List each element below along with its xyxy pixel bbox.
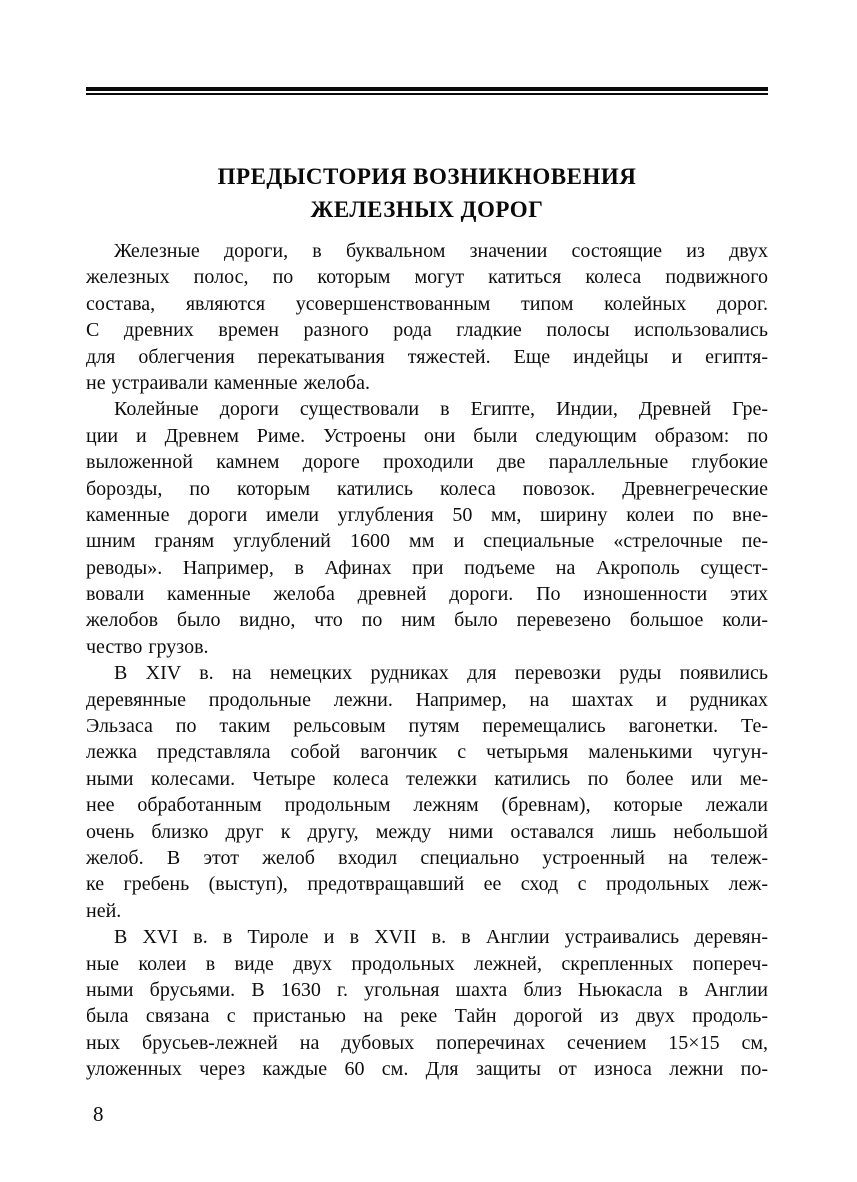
text-line: ней. (86, 899, 122, 922)
text-line: состава, являются усовершенствованным типом колейных дорог. (86, 292, 768, 315)
text-line: шним граням углублений 1600 мм и специальные «стрелочные пе- (86, 530, 768, 553)
text-line: для облегчения перекатывания тяжестей. Еще индейцы и египтя- (86, 345, 768, 368)
rule-thin-line (86, 93, 768, 95)
text-line: ке гребень (выступ), предотвращавший ее сход с продольных леж- (86, 873, 768, 896)
text-line: желобов было видно, что по ним было перевезено большое коли- (86, 609, 768, 632)
text-line: Железные дороги, в буквальном значении состоящие из двух (114, 240, 768, 262)
chapter-title (86, 160, 768, 226)
text-line: В XVI в. в Тироле и в XVII в. в Англии устраивались деревян- (114, 926, 768, 949)
text-line: ные колеи в виде двух продольных лежней, скрепленных попереч- (86, 952, 768, 975)
text-line: была связана с пристанью на реке Тайн дорогой из двух продоль- (86, 1005, 768, 1028)
text-line: лежка представляла собой вагончик с четырьмя маленькими чугун- (86, 741, 768, 764)
text-line: ных брусьев-лежней на дубовых поперечинах сечением 15×15 см, (86, 1031, 768, 1054)
text-line: деревянные продольные лежни. Например, на шахтах и рудниках (86, 688, 768, 711)
text-line: чество грузов. (86, 635, 209, 658)
paragraph (86, 924, 768, 1082)
paragraph (86, 396, 768, 660)
text-line: ными колесами. Четыре колеса тележки катились по более или ме- (86, 767, 768, 790)
text-line: не устраивали каменные желоба. (86, 371, 370, 394)
rule-thick-line (86, 87, 768, 91)
text-line: ными брусьями. В 1630 г. угольная шахта близ Ньюкасла в Англии (86, 978, 768, 1001)
text-line: очень близко друг к другу, между ними оставался лишь небольшой (86, 820, 768, 843)
chapter-title-line-2: ЖЕЛЕЗНЫХ ДОРОГ (310, 197, 544, 222)
text-line: выложенной камнем дороге проходили две параллельные глубокие (86, 451, 768, 474)
paragraph (86, 238, 768, 396)
text-line: борозды, по которым катились колеса повозок. Древнегреческие (86, 477, 768, 500)
double-rule (86, 87, 768, 95)
text-line: железных полос, по которым могут катиться колеса подвижного (86, 266, 768, 289)
text-line: желоб. В этот желоб входил специально устроенный на тележ- (86, 846, 768, 869)
text-line: реводы». Например, в Афинах при подъеме на Акрополь сущест- (86, 556, 768, 579)
page-number: 8 (93, 1102, 104, 1126)
text-line: вовали каменные желоба древней дороги. По изношенности этих (86, 583, 768, 606)
text-line: каменные дороги имели углубления 50 мм, ширину колеи по вне- (86, 503, 768, 526)
text-line: С древних времен разного рода гладкие полосы использовались (86, 319, 768, 342)
body-text (86, 238, 768, 1083)
text-line: В XIV в. на немецких рудниках для перевозки руды появились (114, 662, 768, 685)
paragraph (86, 660, 768, 924)
text-line: ции и Древнем Риме. Устроены они были следующим образом: по (86, 424, 768, 447)
chapter-title-line-1: ПРЕДЫСТОРИЯ ВОЗНИКНОВЕНИЯ (217, 164, 637, 189)
text-line: нее обработанным продольным лежням (бревнам), которые лежали (86, 794, 768, 817)
text-line: Колейные дороги существовали в Египте, Индии, Древней Гре- (114, 398, 768, 421)
text-line: уложенных через каждые 60 см. Для защиты от износа лежни по- (86, 1058, 768, 1081)
text-line: Эльзаса по таким рельсовым путям перемещались вагонетки. Те- (86, 715, 768, 738)
